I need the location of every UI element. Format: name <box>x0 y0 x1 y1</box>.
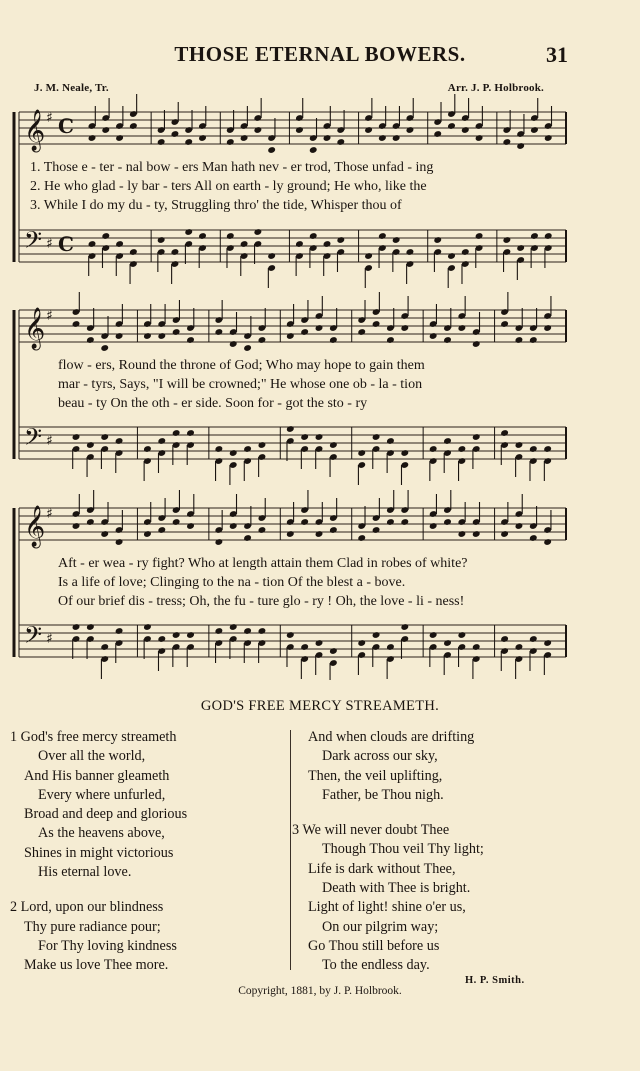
note-head <box>243 534 252 542</box>
note-head <box>157 437 166 445</box>
note-head <box>115 332 124 340</box>
note-head <box>300 518 309 526</box>
note-head <box>372 631 381 639</box>
note-head <box>544 134 553 142</box>
note-head <box>364 252 373 260</box>
note-head <box>364 126 373 134</box>
lyric-line: beau - ty On the oth - er side. Soon for - got the sto - ry <box>58 396 368 411</box>
bass-clef-icon: 𝄢 <box>24 621 43 654</box>
note-head <box>198 232 207 240</box>
note-head <box>115 538 124 546</box>
common-time-icon: C <box>58 114 74 138</box>
note-head <box>544 232 553 240</box>
note-head <box>461 248 470 256</box>
note-head <box>258 441 267 449</box>
note-head <box>543 324 552 332</box>
note-head <box>372 526 381 534</box>
lyric-line: mar - tyrs, Says, "I will be crowned;" He whose one ob - la - tion <box>58 377 423 392</box>
note-head <box>88 134 97 142</box>
translator-credit: J. M. Neale, Tr. <box>34 82 109 94</box>
note-head <box>386 437 395 445</box>
note-head <box>184 228 193 236</box>
note-head <box>400 449 409 457</box>
note-head <box>86 441 95 449</box>
poem-line: Every where unfurled, <box>38 786 166 803</box>
note-head <box>336 138 345 146</box>
note-head <box>286 425 295 433</box>
note-head <box>229 340 238 348</box>
note-head <box>500 320 509 328</box>
note-head <box>529 336 538 344</box>
note-head <box>143 332 152 340</box>
sharp-icon: ♯ <box>46 308 53 324</box>
note-head <box>72 433 81 441</box>
note-head <box>229 449 238 457</box>
note-head <box>172 429 181 437</box>
note-head <box>429 445 438 453</box>
note-head <box>543 639 552 647</box>
note-head <box>186 429 195 437</box>
note-head <box>240 240 249 248</box>
note-head <box>543 445 552 453</box>
note-head <box>372 433 381 441</box>
note-head <box>100 530 109 538</box>
note-head <box>406 248 415 256</box>
note-head <box>315 433 324 441</box>
sharp-icon: ♯ <box>46 110 53 126</box>
note-head <box>500 530 509 538</box>
note-head <box>472 643 481 651</box>
poem-line: Broad and deep and glorious <box>24 806 188 823</box>
stanza-gap <box>10 882 187 898</box>
lyric-line: Is a life of love; Clinging to the na - tion Of the blest a - bove. <box>58 575 406 590</box>
note-head <box>530 232 539 240</box>
note-head <box>157 236 166 244</box>
note-head <box>143 623 152 631</box>
note-head <box>447 252 456 260</box>
note-head <box>72 522 81 530</box>
page-number: 31 <box>546 42 568 67</box>
note-head <box>101 126 110 134</box>
note-head <box>157 635 166 643</box>
poem-line: Death with Thee is bright. <box>322 880 471 897</box>
note-head <box>143 445 152 453</box>
note-head <box>429 332 438 340</box>
arranger-credit: Arr. J. P. Holbrook. <box>447 82 544 94</box>
note-head <box>240 134 249 142</box>
note-head <box>443 518 452 526</box>
note-head <box>400 518 409 526</box>
treble-clef-icon: 𝄞 <box>24 110 46 151</box>
note-head <box>392 236 401 244</box>
hymn-author: H. P. Smith. <box>465 975 525 986</box>
note-head <box>309 146 318 154</box>
note-head <box>515 336 524 344</box>
treble-clef-icon: 𝄞 <box>24 506 46 547</box>
column-divider <box>290 730 291 970</box>
note-head <box>372 320 381 328</box>
note-head <box>433 130 442 138</box>
note-head <box>392 134 401 142</box>
note-head <box>429 631 438 639</box>
note-head <box>72 320 81 328</box>
note-head <box>258 336 267 344</box>
lyric-line: 1. Those e - ter - nal bow - ers Man hath nev - er trod, Those unfad - ing <box>30 160 434 175</box>
note-head <box>267 252 276 260</box>
note-head <box>357 639 366 647</box>
note-head <box>100 643 109 651</box>
note-head <box>386 336 395 344</box>
poem-line: 2 Lord, upon our blindness <box>10 899 164 916</box>
sharp-icon: ♯ <box>46 433 53 449</box>
sharp-icon: ♯ <box>46 631 53 647</box>
note-head <box>329 526 338 534</box>
note-head <box>378 134 387 142</box>
hymn-title: GOD'S FREE MERCY STREAMETH. <box>200 698 440 714</box>
note-head <box>515 522 524 530</box>
note-head <box>86 623 95 631</box>
lyric-line: 3. While I do my du - ty, Struggling thro' the tide, Whisper thou of <box>30 198 402 213</box>
note-head <box>515 441 524 449</box>
note-head <box>286 631 295 639</box>
note-head <box>157 526 166 534</box>
note-head <box>500 635 509 643</box>
note-head <box>286 530 295 538</box>
note-head <box>129 248 138 256</box>
note-head <box>115 437 124 445</box>
bass-clef-icon: 𝄢 <box>24 226 43 259</box>
note-head <box>300 643 309 651</box>
note-head <box>458 631 467 639</box>
common-time-icon: C <box>58 232 74 256</box>
note-head <box>516 244 525 252</box>
poem-line: On our pilgrim way; <box>322 918 439 935</box>
note-head <box>400 324 409 332</box>
note-head <box>186 631 195 639</box>
note-head <box>472 433 481 441</box>
note-head <box>543 538 552 546</box>
note-head <box>129 122 138 130</box>
poem-line: His eternal love. <box>38 864 132 881</box>
note-head <box>171 130 180 138</box>
note-head <box>472 340 481 348</box>
poem-line: Light of light! shine o'er us, <box>308 899 466 916</box>
note-head <box>329 647 338 655</box>
poem-line: Father, be Thou nigh. <box>322 786 444 803</box>
note-head <box>286 332 295 340</box>
note-head <box>157 138 166 146</box>
poem-line: As the heavens above, <box>38 825 165 842</box>
poem-line: 3 We will never doubt Thee <box>292 822 450 839</box>
note-head <box>386 643 395 651</box>
poem-line: Go Thou still before us <box>308 937 440 954</box>
note-head <box>429 522 438 530</box>
lyric-line: 2. He who glad - ly bar - ters All on earth - ly ground; He who, like the <box>30 179 427 194</box>
note-head <box>258 526 267 534</box>
note-head <box>447 122 456 130</box>
note-head <box>215 445 224 453</box>
note-head <box>86 518 95 526</box>
note-head <box>315 530 324 538</box>
poem-line: Then, the veil uplifting, <box>308 767 443 784</box>
poem-line: Over all the world, <box>38 748 146 765</box>
poem-line: Dark across our sky, <box>322 748 438 765</box>
note-head <box>186 336 195 344</box>
note-head <box>115 134 124 142</box>
poem-right-column <box>292 728 484 976</box>
bass-clef-icon: 𝄢 <box>24 423 43 456</box>
note-head <box>475 134 484 142</box>
poem-line: Thy pure radiance pour; <box>24 918 161 935</box>
note-head <box>229 522 238 530</box>
note-head <box>503 138 512 146</box>
lyric-line: Aft - er wea - ry fight? Who at length attain them Clad in robes of white? <box>58 556 468 571</box>
lyric-line: flow - ers, Round the throne of God; Who may hope to gain them <box>58 358 425 373</box>
poem-line: Life is dark without Thee, <box>308 860 456 877</box>
note-head <box>357 449 366 457</box>
note-head <box>143 530 152 538</box>
note-head <box>157 332 166 340</box>
lyric-line: Of our brief dis - tress; Oh, the fu - ture glo - ry ! Oh, the love - li - ness! <box>58 594 465 609</box>
note-head <box>443 639 452 647</box>
poem-line: Make us love Thee more. <box>24 957 169 974</box>
note-head <box>101 232 110 240</box>
note-head <box>357 328 366 336</box>
note-head <box>400 623 409 631</box>
note-head <box>86 336 95 344</box>
note-head <box>461 126 470 134</box>
note-head <box>100 344 109 352</box>
note-head <box>458 445 467 453</box>
treble-clef-icon: 𝄞 <box>24 308 46 349</box>
note-head <box>329 336 338 344</box>
note-head <box>336 236 345 244</box>
note-head <box>267 146 276 154</box>
note-head <box>254 228 263 236</box>
note-head <box>443 336 452 344</box>
note-head <box>226 232 235 240</box>
poem-line: 1 God's free mercy streameth <box>10 729 177 745</box>
note-head <box>529 445 538 453</box>
note-head <box>215 627 224 635</box>
note-head <box>315 324 324 332</box>
note-head <box>315 639 324 647</box>
note-head <box>88 240 97 248</box>
note-head <box>516 142 525 150</box>
sharp-icon: ♯ <box>46 506 53 522</box>
poem-line: Though Thou veil Thy light; <box>322 841 484 858</box>
note-head <box>323 240 332 248</box>
note-head <box>458 530 467 538</box>
note-head <box>172 328 181 336</box>
note-head <box>295 240 304 248</box>
note-head <box>300 328 309 336</box>
stanza-gap <box>292 805 484 821</box>
note-head <box>186 522 195 530</box>
note-head <box>115 627 124 635</box>
note-head <box>529 534 538 542</box>
note-head <box>503 236 512 244</box>
note-head <box>378 232 387 240</box>
note-head <box>443 437 452 445</box>
note-head <box>295 126 304 134</box>
note-head <box>515 643 524 651</box>
note-head <box>323 134 332 142</box>
note-head <box>254 126 263 134</box>
page-title: THOSE ETERNAL BOWERS. <box>174 42 466 66</box>
poem-line: To the endless day. <box>322 957 430 974</box>
note-head <box>226 138 235 146</box>
note-head <box>500 429 509 437</box>
note-head <box>433 236 442 244</box>
poem-line: And when clouds are drifting <box>308 729 475 745</box>
note-head <box>329 441 338 449</box>
note-head <box>309 232 318 240</box>
note-head <box>406 126 415 134</box>
note-head <box>172 518 181 526</box>
note-head <box>243 627 252 635</box>
note-head <box>475 232 484 240</box>
note-head <box>115 240 124 248</box>
note-head <box>229 623 238 631</box>
note-head <box>529 635 538 643</box>
note-head <box>458 324 467 332</box>
poem-left-column <box>10 728 187 976</box>
note-head <box>172 631 181 639</box>
note-head <box>258 627 267 635</box>
note-head <box>184 138 193 146</box>
poem-line: Shines in might victorious <box>24 844 174 861</box>
note-head <box>72 623 81 631</box>
note-head <box>300 433 309 441</box>
note-head <box>171 248 180 256</box>
note-head <box>243 445 252 453</box>
note-head <box>357 534 366 542</box>
note-head <box>472 530 481 538</box>
note-head <box>386 518 395 526</box>
note-head <box>215 538 224 546</box>
poem-line: For Thy loving kindness <box>38 937 177 954</box>
note-head <box>215 328 224 336</box>
sharp-icon: ♯ <box>46 236 53 252</box>
note-head <box>198 134 207 142</box>
note-head <box>243 344 252 352</box>
poem-line: And His banner gleameth <box>24 767 170 784</box>
note-head <box>530 126 539 134</box>
note-head <box>100 433 109 441</box>
copyright-notice: Copyright, 1881, by J. P. Holbrook. <box>238 985 402 997</box>
